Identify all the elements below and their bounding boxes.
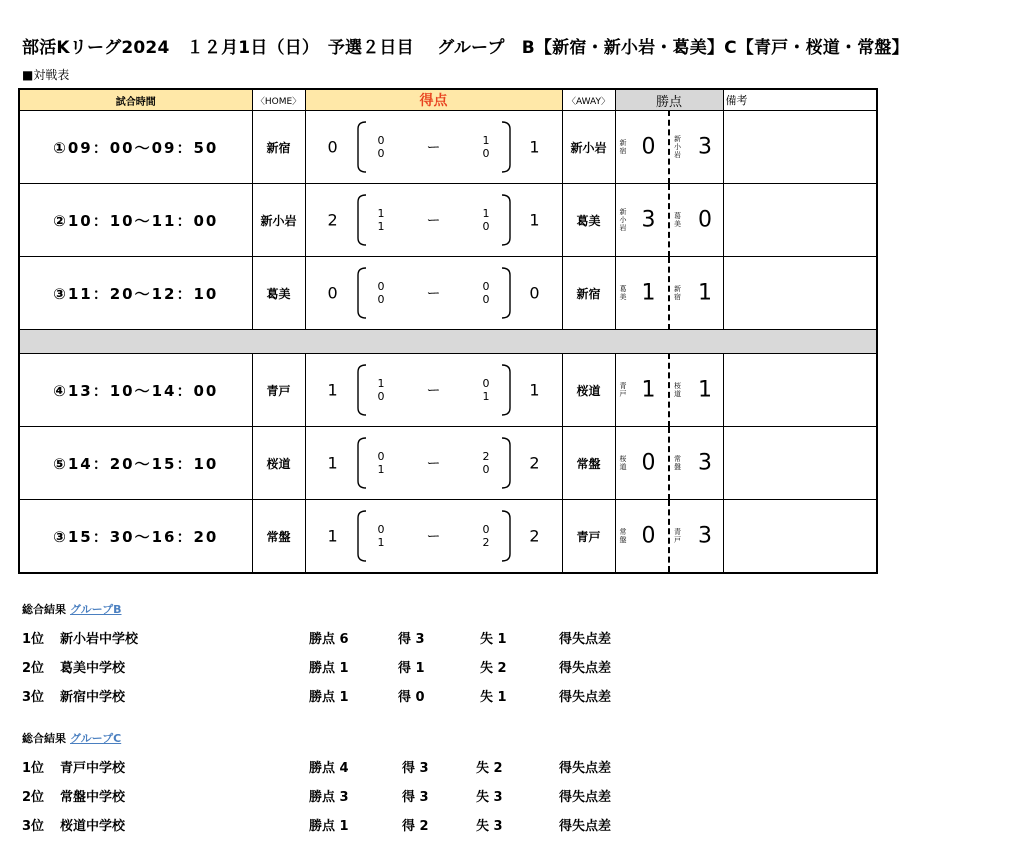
points-team-char: 盤	[619, 536, 627, 544]
left-bracket	[356, 510, 368, 562]
match-row	[19, 257, 877, 330]
away-second-half: 0	[482, 293, 490, 306]
away-team: 桜道	[562, 354, 615, 427]
home-half-scores	[378, 207, 385, 233]
home-first-half: 1	[377, 377, 385, 390]
goal-difference: 得失点差	[559, 632, 612, 647]
home-first-half: 0	[377, 280, 385, 293]
away-total-score: 1	[529, 210, 540, 230]
right-bracket	[500, 194, 512, 246]
points-team-char: 新	[674, 285, 681, 293]
goals-for: 得 0	[398, 690, 425, 705]
points-team-char: 小	[674, 143, 681, 151]
home-second-half: 0	[377, 293, 385, 306]
away-first-half: 1	[482, 207, 490, 220]
home-points: 1	[641, 280, 656, 306]
notes-cell	[723, 257, 877, 330]
score-dash: ー	[426, 213, 441, 229]
away-first-half: 0	[482, 523, 490, 536]
home-team: 常盤	[252, 500, 305, 574]
standing-row	[22, 686, 662, 704]
points-team-char: 桜	[619, 455, 627, 463]
notes-cell	[723, 111, 877, 184]
home-half-scores	[378, 523, 385, 549]
home-half-scores	[378, 377, 385, 403]
goals-for: 得 3	[398, 632, 425, 647]
home-first-half: 0	[377, 450, 385, 463]
table-divider-row	[19, 330, 877, 354]
rank: 3位	[22, 819, 45, 834]
away-first-half: 0	[482, 280, 490, 293]
home-team: 新小岩	[252, 184, 305, 257]
score-dash: ー	[426, 529, 441, 545]
home-half-scores	[378, 450, 385, 476]
home-first-half: 1	[377, 207, 385, 220]
score-cell	[305, 427, 562, 500]
home-points: 0	[641, 134, 656, 160]
win-points: 勝点 3	[309, 790, 349, 805]
home-points-cell	[615, 427, 669, 500]
points-team-char: 常	[619, 528, 627, 536]
points-team-char: 戸	[674, 536, 681, 544]
points-team-char: 盤	[674, 463, 681, 471]
away-total-score: 2	[529, 526, 540, 546]
home-total-score: 0	[327, 283, 338, 303]
results-label: 総合結果	[22, 732, 66, 745]
points-team-char: 道	[619, 463, 627, 471]
group-link[interactable]: グループC	[70, 732, 122, 745]
goals-against: 失 1	[480, 632, 507, 647]
group-link[interactable]: グループB	[70, 603, 122, 616]
points-team-char: 青	[619, 382, 627, 390]
home-half-scores	[378, 134, 385, 160]
away-second-half: 0	[482, 220, 490, 233]
left-bracket	[356, 121, 368, 173]
notes-cell	[723, 427, 877, 500]
away-points-team	[674, 285, 681, 301]
points-team-char: 宿	[674, 293, 681, 301]
home-first-half: 0	[377, 523, 385, 536]
goals-against: 失 2	[480, 661, 507, 676]
school-name: 新宿中学校	[60, 690, 126, 705]
home-total-score: 1	[327, 526, 338, 546]
header-notes: 備考	[723, 89, 877, 111]
away-first-half: 0	[482, 377, 490, 390]
score-cell	[305, 257, 562, 330]
page-title: 部活Kリーグ2024 １２月1日（日） 予選２日目 グループ B【新宿・新小岩・葛美】C【青戸・桜道・常盤】	[22, 38, 909, 58]
home-points-cell	[615, 354, 669, 427]
match-time: ②10：10～11：00	[19, 184, 252, 257]
right-bracket	[500, 121, 512, 173]
left-bracket	[356, 437, 368, 489]
away-team: 葛美	[562, 184, 615, 257]
away-half-scores	[483, 207, 490, 233]
school-name: 青戸中学校	[60, 761, 126, 776]
home-half-scores	[378, 280, 385, 306]
match-time: ④13：10～14：00	[19, 354, 252, 427]
points-team-char: 桜	[674, 382, 681, 390]
points-team-char: 岩	[674, 151, 681, 159]
away-points-cell	[669, 427, 723, 500]
results-label: 総合結果	[22, 603, 66, 616]
away-half-scores	[483, 450, 490, 476]
home-first-half: 0	[377, 134, 385, 147]
standing-row	[22, 628, 662, 646]
left-bracket	[356, 364, 368, 416]
home-points: 1	[641, 377, 656, 403]
goal-difference: 得失点差	[559, 690, 612, 705]
away-half-scores	[483, 134, 490, 160]
win-points: 勝点 4	[309, 761, 349, 776]
away-points-cell	[669, 184, 723, 257]
away-points-cell	[669, 257, 723, 330]
school-name: 常盤中学校	[60, 790, 126, 805]
goals-for: 得 2	[402, 819, 429, 834]
score-dash: ー	[426, 383, 441, 399]
away-team: 新小岩	[562, 111, 615, 184]
score-dash: ー	[426, 286, 441, 302]
rank: 2位	[22, 790, 45, 805]
away-total-score: 0	[529, 283, 540, 303]
match-time: ①09：00～09：50	[19, 111, 252, 184]
away-points: 3	[698, 134, 712, 160]
away-points-cell	[669, 111, 723, 184]
points-team-char: 宿	[619, 147, 627, 155]
home-points-cell	[615, 111, 669, 184]
match-row	[19, 500, 877, 574]
score-cell	[305, 354, 562, 427]
away-first-half: 1	[482, 134, 490, 147]
home-points-team	[620, 285, 627, 301]
header-home: 〈HOME〉	[252, 89, 305, 111]
notes-cell	[723, 354, 877, 427]
away-first-half: 2	[482, 450, 490, 463]
header-points: 勝点	[615, 89, 723, 111]
points-team-char: 葛	[674, 212, 681, 220]
points-team-char: 新	[619, 208, 627, 216]
win-points: 勝点 1	[309, 690, 349, 705]
points-team-char: 美	[619, 293, 627, 301]
away-points: 0	[698, 207, 712, 233]
home-second-half: 1	[377, 220, 385, 233]
away-points: 1	[698, 377, 712, 403]
home-second-half: 0	[377, 390, 385, 403]
away-half-scores	[483, 377, 490, 403]
home-points: 0	[641, 450, 656, 476]
match-row	[19, 354, 877, 427]
goals-against: 失 2	[476, 761, 503, 776]
points-team-char: 葛	[619, 285, 627, 293]
away-points-team	[674, 382, 681, 398]
away-points-team	[674, 455, 681, 471]
points-team-char: 戸	[619, 390, 627, 398]
section-label: ■対戦表	[22, 68, 70, 82]
away-second-half: 0	[482, 147, 490, 160]
home-second-half: 0	[377, 147, 385, 160]
right-bracket	[500, 510, 512, 562]
match-time: ③11：20～12：10	[19, 257, 252, 330]
notes-cell	[723, 500, 877, 574]
results-heading	[22, 730, 121, 746]
points-team-char: 道	[674, 390, 681, 398]
home-second-half: 1	[377, 463, 385, 476]
points-team-char: 常	[674, 455, 681, 463]
rank: 1位	[22, 632, 45, 647]
home-points-cell	[615, 500, 669, 574]
standing-row	[22, 757, 662, 775]
away-total-score: 1	[529, 137, 540, 157]
away-second-half: 2	[482, 536, 490, 549]
header-time: 試合時間	[19, 89, 252, 111]
school-name: 葛美中学校	[60, 661, 126, 676]
win-points: 勝点 1	[309, 819, 349, 834]
home-second-half: 1	[377, 536, 385, 549]
away-points-cell	[669, 354, 723, 427]
home-team: 新宿	[252, 111, 305, 184]
score-cell	[305, 500, 562, 574]
goal-difference: 得失点差	[559, 819, 612, 834]
header-away: 〈AWAY〉	[562, 89, 615, 111]
away-half-scores	[483, 280, 490, 306]
goals-for: 得 3	[402, 761, 429, 776]
points-team-char: 小	[619, 216, 627, 224]
points-team-char: 美	[674, 220, 681, 228]
away-points-team	[674, 212, 681, 228]
score-dash: ー	[426, 140, 441, 156]
away-total-score: 2	[529, 453, 540, 473]
rank: 3位	[22, 690, 45, 705]
points-team-char: 青	[674, 528, 681, 536]
points-team-char: 新	[619, 139, 627, 147]
school-name: 新小岩中学校	[60, 632, 139, 647]
away-points: 3	[698, 450, 712, 476]
goals-against: 失 1	[480, 690, 507, 705]
goals-for: 得 3	[402, 790, 429, 805]
home-points: 3	[641, 207, 656, 233]
standing-row	[22, 657, 662, 675]
away-team: 常盤	[562, 427, 615, 500]
away-points-team	[674, 528, 681, 544]
right-bracket	[500, 364, 512, 416]
home-team: 桜道	[252, 427, 305, 500]
away-half-scores	[483, 523, 490, 549]
away-total-score: 1	[529, 380, 540, 400]
standing-row	[22, 786, 662, 804]
standing-row	[22, 815, 662, 833]
away-points-team	[674, 135, 681, 159]
home-points-team	[620, 208, 627, 232]
match-row	[19, 111, 877, 184]
away-second-half: 1	[482, 390, 490, 403]
match-time: ③15：30～16：20	[19, 500, 252, 574]
home-points-team	[620, 455, 627, 471]
goal-difference: 得失点差	[559, 761, 612, 776]
match-table	[18, 88, 878, 574]
score-cell	[305, 111, 562, 184]
goals-against: 失 3	[476, 790, 503, 805]
left-bracket	[356, 267, 368, 319]
win-points: 勝点 6	[309, 632, 349, 647]
home-team: 青戸	[252, 354, 305, 427]
match-time: ⑤14：20～15：10	[19, 427, 252, 500]
away-team: 新宿	[562, 257, 615, 330]
away-second-half: 0	[482, 463, 490, 476]
goal-difference: 得失点差	[559, 661, 612, 676]
match-row	[19, 184, 877, 257]
away-points: 1	[698, 280, 712, 306]
home-total-score: 0	[327, 137, 338, 157]
school-name: 桜道中学校	[60, 819, 126, 834]
right-bracket	[500, 267, 512, 319]
match-row	[19, 427, 877, 500]
win-points: 勝点 1	[309, 661, 349, 676]
right-bracket	[500, 437, 512, 489]
home-total-score: 1	[327, 380, 338, 400]
home-points: 0	[641, 523, 656, 549]
home-points-team	[620, 382, 627, 398]
notes-cell	[723, 184, 877, 257]
home-total-score: 2	[327, 210, 338, 230]
home-points-team	[620, 139, 627, 155]
home-points-team	[620, 528, 627, 544]
score-dash: ー	[426, 456, 441, 472]
rank: 2位	[22, 661, 45, 676]
home-points-cell	[615, 184, 669, 257]
away-team: 青戸	[562, 500, 615, 574]
header-score: 得点	[305, 89, 562, 111]
points-team-char: 新	[674, 135, 681, 143]
goals-against: 失 3	[476, 819, 503, 834]
score-cell	[305, 184, 562, 257]
home-points-cell	[615, 257, 669, 330]
away-points-cell	[669, 500, 723, 574]
rank: 1位	[22, 761, 45, 776]
left-bracket	[356, 194, 368, 246]
away-points: 3	[698, 523, 712, 549]
goals-for: 得 1	[398, 661, 425, 676]
goal-difference: 得失点差	[559, 790, 612, 805]
table-header-row	[19, 89, 877, 111]
home-total-score: 1	[327, 453, 338, 473]
results-heading	[22, 601, 122, 617]
points-team-char: 岩	[619, 224, 627, 232]
home-team: 葛美	[252, 257, 305, 330]
